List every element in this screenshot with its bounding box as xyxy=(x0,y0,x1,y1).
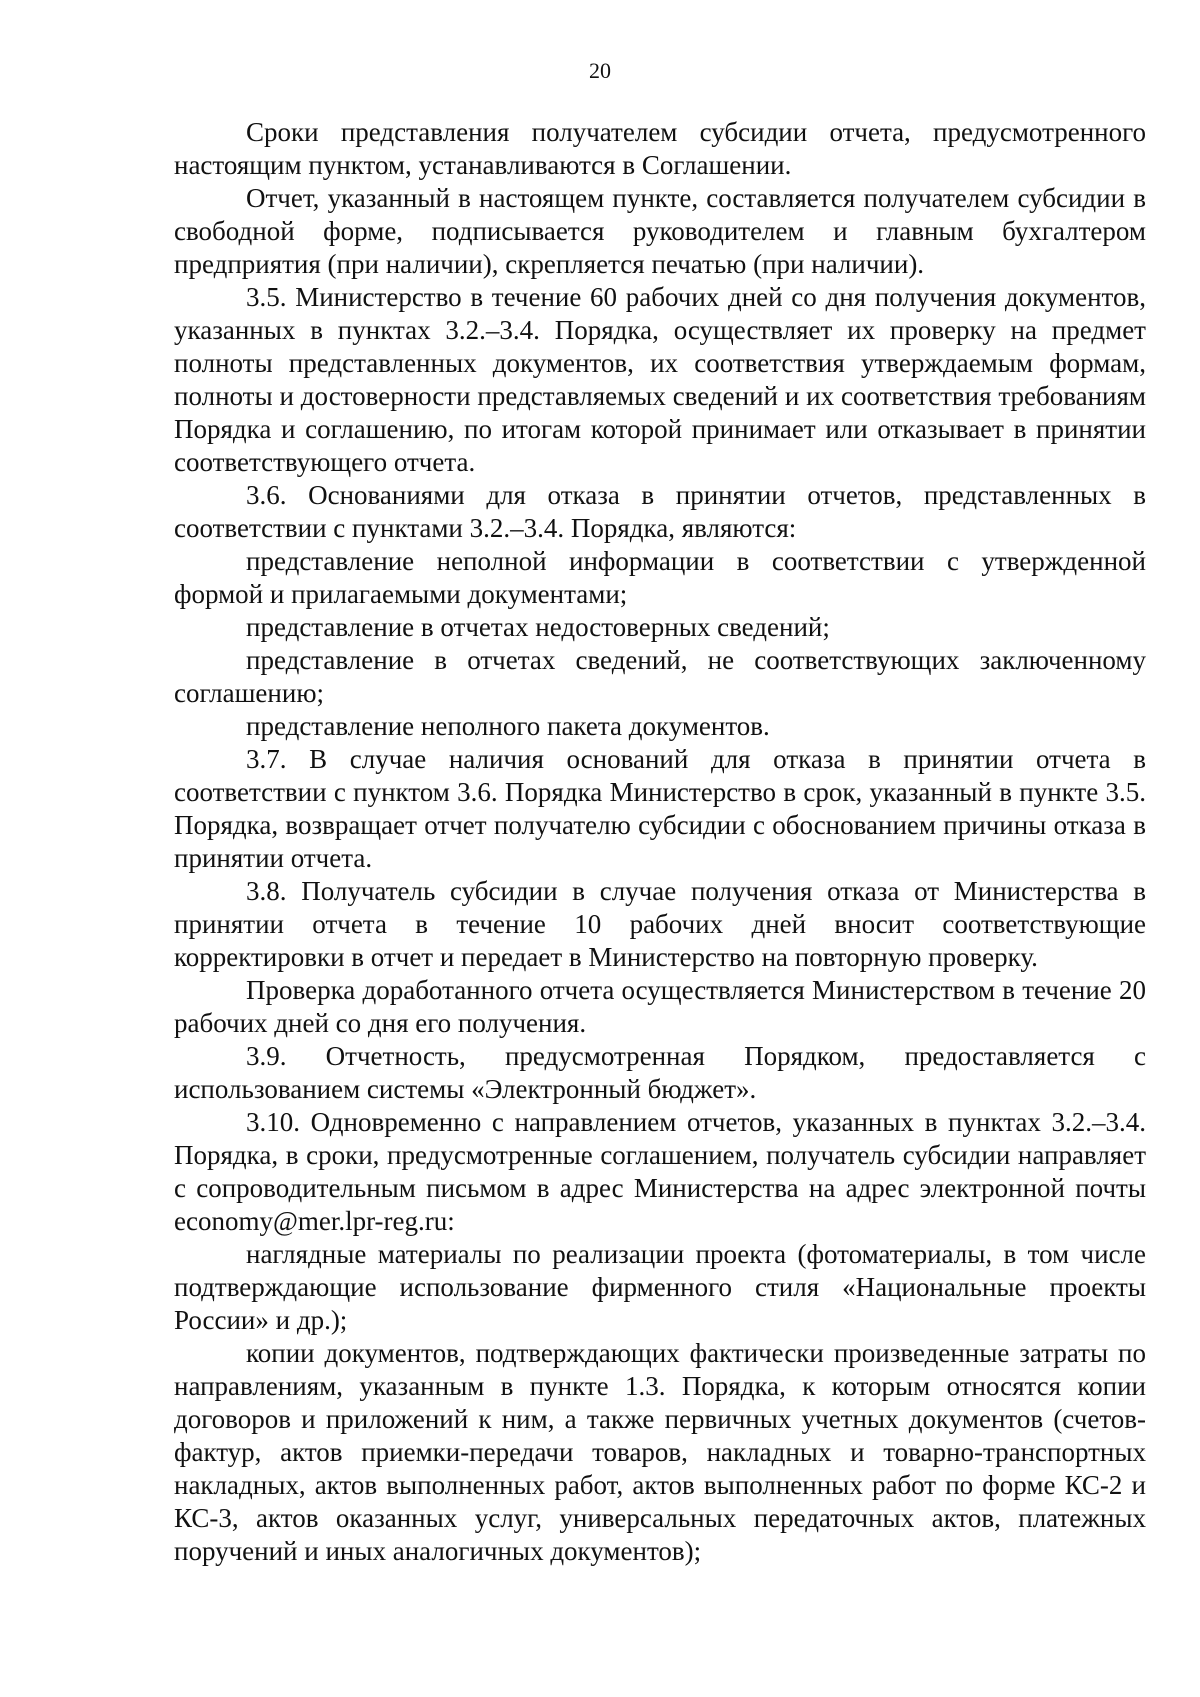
paragraph-3-10: 3.10. Одновременно с направлением отчетов, указанных в пунктах 3.2.–3.4. Порядка, в сроки, предусмотренные соглашением, получатель субсидии направляет с сопроводительным письмом в адрес Министерства на адрес электронной почты economy@mer.lpr-reg.ru: xyxy=(174,1107,1146,1236)
paragraph-3-7: 3.7. В случае наличия оснований для отказа в принятии отчета в соответствии с пунктом 3.6. Порядка Министерство в срок, указанный в пункте 3.5. Порядка, возвращает отчет получателю субсидии с обоснованием причины отказа в принятии отчета. xyxy=(174,744,1146,873)
paragraph-3-5: 3.5. Министерство в течение 60 рабочих дней со дня получения документов, указанных в пунктах 3.2.–3.4. Порядка, осуществляет их проверку на предмет полноты представленных документов, их соответствия утверждаемым формам, полноты и достоверности представляемых сведений и их соответствия требованиям Порядка и соглашению, по итогам которой принимает или отказывает в принятии соответствующего отчета. xyxy=(174,282,1146,477)
paragraph-3-6: 3.6. Основаниями для отказа в принятии отчетов, представленных в соответствии с пунктами 3.2.–3.4. Порядка, являются: xyxy=(174,480,1146,543)
list-item-nonconforming-info: представление в отчетах сведений, не соответствующих заключенному соглашению; xyxy=(174,645,1146,708)
paragraph-recheck: Проверка доработанного отчета осуществляется Министерством в течение 20 рабочих дней со дня его получения. xyxy=(174,975,1146,1038)
document-body xyxy=(174,116,1146,1568)
list-item-incomplete-package: представление неполного пакета документов. xyxy=(246,711,770,741)
list-item-unreliable-info: представление в отчетах недостоверных сведений; xyxy=(246,612,830,642)
paragraph-report-deadlines: Сроки представления получателем субсидии отчета, предусмотренного настоящим пунктом, устанавливаются в Соглашении. xyxy=(174,117,1146,180)
list-item-document-copies: копии документов, подтверждающих фактически произведенные затраты по направлениям, указанным в пункте 1.3. Порядка, к которым относятся копии договоров и приложений к ним, а также первичных учетных документов (счетов-фактур, актов приемки-передачи товаров, накладных и товарно-транспортных накладных, актов выполненных работ, актов выполненных работ по форме КС-2 и КС-3, актов оказанных услуг, универсальных передаточных актов, платежных поручений и иных аналогичных документов); xyxy=(174,1338,1146,1566)
paragraph-3-9: 3.9. Отчетность, предусмотренная Порядком, предоставляется с использованием системы «Электронный бюджет». xyxy=(174,1041,1146,1104)
list-item-incomplete-info: представление неполной информации в соответствии с утвержденной формой и прилагаемыми документами; xyxy=(174,546,1146,609)
page-number: 20 xyxy=(589,58,611,83)
paragraph-3-8: 3.8. Получатель субсидии в случае получения отказа от Министерства в принятии отчета в течение 10 рабочих дней вносит соответствующие корректировки в отчет и передает в Министерство на повторную проверку. xyxy=(174,876,1146,972)
paragraph-report-form: Отчет, указанный в настоящем пункте, составляется получателем субсидии в свободной форме, подписывается руководителем и главным бухгалтером предприятия (при наличии), скрепляется печатью (при наличии). xyxy=(174,183,1146,279)
list-item-visual-materials: наглядные материалы по реализации проекта (фотоматериалы, в том числе подтверждающие использование фирменного стиля «Национальные проекты России» и др.); xyxy=(174,1239,1146,1335)
